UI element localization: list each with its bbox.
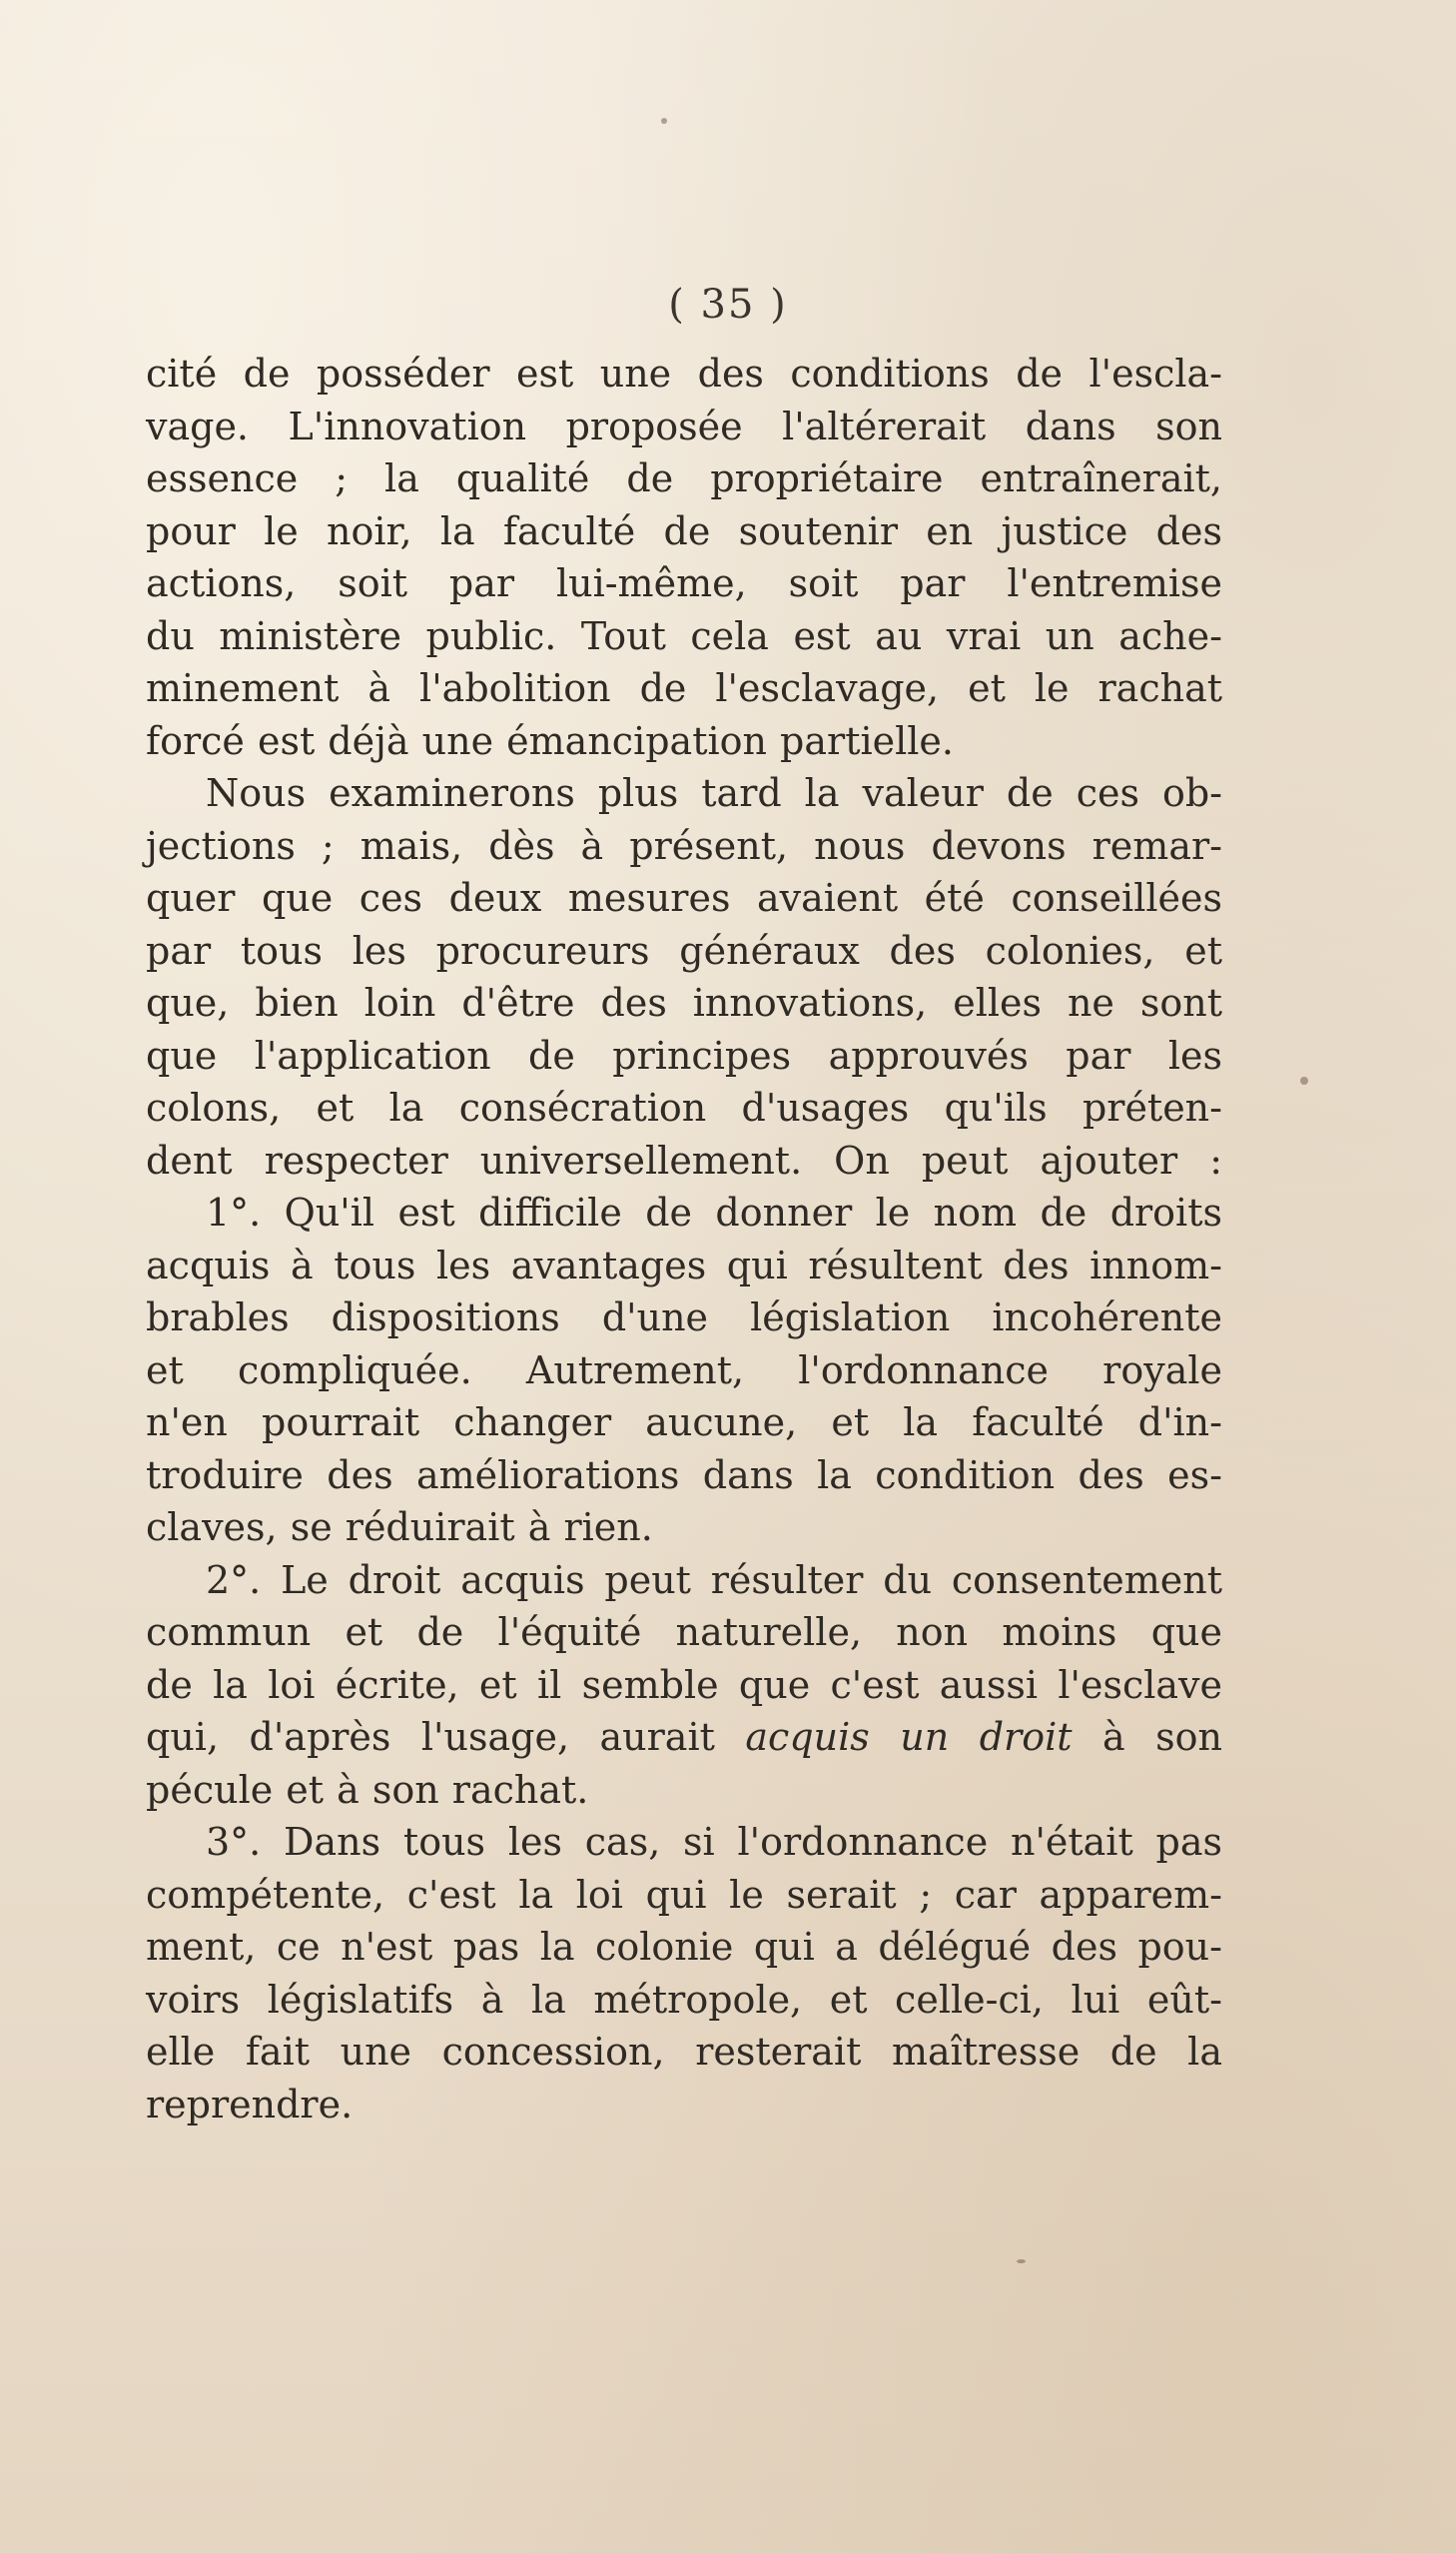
text-line-content: n'en pourrait changer aucune, et la faculté d'in- bbox=[146, 1400, 1222, 1444]
text-line-content: du ministère public. Tout cela est au vrai un ache- bbox=[146, 613, 1222, 658]
text-line bbox=[146, 662, 1222, 715]
text-line bbox=[146, 1135, 1222, 1188]
text-line-content: essence ; la qualité de propriétaire entraînerait, bbox=[146, 456, 1222, 500]
text-line bbox=[146, 505, 1222, 558]
text-line-content: brables dispositions d'une législation incohérente bbox=[146, 1295, 1222, 1339]
text-line-content: forcé est déjà une émancipation partielle. bbox=[146, 718, 954, 763]
text-line-content: pour le noir, la faculté de soutenir en justice des bbox=[146, 508, 1222, 553]
text-line-content: et compliquée. Autrement, l'ordonnance royale bbox=[146, 1347, 1222, 1392]
text-line bbox=[146, 1291, 1222, 1344]
text-line bbox=[146, 401, 1222, 453]
text-line bbox=[146, 1030, 1222, 1083]
text-line-content: vage. L'innovation proposée l'altérerait dans son bbox=[146, 404, 1222, 448]
text-line bbox=[146, 1711, 1222, 1764]
paper-speck bbox=[1017, 2259, 1026, 2263]
text-line-content: elle fait une concession, resterait maîtresse de la bbox=[146, 2030, 1222, 2074]
page-number: ( 35 ) bbox=[668, 282, 788, 328]
text-line-content: 2°. Le droit acquis peut résulter du consentement bbox=[206, 1557, 1222, 1602]
text-line bbox=[146, 1764, 1222, 1817]
body-text bbox=[146, 348, 1222, 2130]
text-line bbox=[146, 1659, 1222, 1712]
text-line-content: que, bien loin d'être des innovations, elles ne sont bbox=[146, 981, 1222, 1025]
text-line bbox=[146, 1816, 1222, 1869]
text-line bbox=[146, 1082, 1222, 1135]
text-line-content: ment, ce n'est pas la colonie qui a délégué des pou- bbox=[146, 1925, 1222, 1969]
paper-speck bbox=[1300, 1077, 1308, 1085]
text-line-content: reprendre. bbox=[146, 2082, 354, 2127]
text-line-content: actions, soit par lui-même, soit par l'entremise bbox=[146, 561, 1222, 605]
text-line-content: dent respecter universellement. On peut ajouter : bbox=[146, 1138, 1222, 1183]
text-line bbox=[146, 2026, 1222, 2079]
text-line bbox=[146, 610, 1222, 663]
text-line bbox=[146, 452, 1222, 505]
text-line-content: 1°. Qu'il est difficile de donner le nom de droits bbox=[206, 1191, 1222, 1235]
text-line bbox=[146, 1869, 1222, 1922]
text-line bbox=[146, 1449, 1222, 1502]
paper-speck bbox=[661, 118, 667, 124]
text-line bbox=[146, 872, 1222, 925]
text-line bbox=[146, 1187, 1222, 1240]
text-line bbox=[146, 820, 1222, 873]
text-line-content: jections ; mais, dès à présent, nous devons remar- bbox=[146, 823, 1222, 868]
text-line-content: claves, se réduirait à rien. bbox=[146, 1505, 653, 1549]
text-line bbox=[146, 715, 1222, 768]
text-line-content: pécule et à son rachat. bbox=[146, 1767, 589, 1812]
text-line bbox=[146, 1921, 1222, 1974]
text-line-content: acquis à tous les avantages qui résultent des innom- bbox=[146, 1243, 1222, 1287]
text-line bbox=[146, 1606, 1222, 1659]
text-line bbox=[146, 1554, 1222, 1607]
text-line bbox=[146, 1501, 1222, 1554]
text-line-tail: à son bbox=[1102, 1715, 1222, 1759]
text-line-content: minement à l'abolition de l'esclavage, et le rachat bbox=[146, 666, 1222, 710]
text-line-content: par tous les procureurs généraux des colonies, et bbox=[146, 928, 1222, 973]
text-line-content: Nous examinerons plus tard la valeur de ces ob- bbox=[206, 771, 1222, 815]
text-line bbox=[146, 1396, 1222, 1449]
text-line bbox=[146, 1344, 1222, 1397]
text-line-content: commun et de l'équité naturelle, non moins que bbox=[146, 1610, 1222, 1654]
text-line bbox=[146, 348, 1222, 401]
text-line-content: troduire des améliorations dans la condition des es- bbox=[146, 1452, 1222, 1497]
text-line bbox=[146, 1240, 1222, 1292]
text-line bbox=[146, 1974, 1222, 2027]
text-line bbox=[146, 767, 1222, 820]
text-line-content: que l'application de principes approuvés par les bbox=[146, 1033, 1222, 1078]
text-line bbox=[146, 977, 1222, 1030]
text-line-content: compétente, c'est la loi qui le serait ; car apparem- bbox=[146, 1872, 1222, 1917]
text-line-content: quer que ces deux mesures avaient été conseillées bbox=[146, 876, 1222, 920]
text-line-content: de la loi écrite, et il semble que c'est aussi l'esclave bbox=[146, 1662, 1222, 1707]
text-line-content: colons, et la consécration d'usages qu'ils préten- bbox=[146, 1086, 1222, 1130]
text-line-content: qui, d'après l'usage, aurait bbox=[146, 1715, 715, 1759]
text-line-content: voirs législatifs à la métropole, et celle-ci, lui eût- bbox=[146, 1977, 1222, 2022]
text-line-content: 3°. Dans tous les cas, si l'ordonnance n'était pas bbox=[206, 1820, 1222, 1864]
text-line bbox=[146, 925, 1222, 978]
italic-phrase: acquis un droit bbox=[745, 1715, 1073, 1759]
text-line bbox=[146, 557, 1222, 610]
text-line bbox=[146, 2079, 1222, 2131]
text-line-content: cité de posséder est une des conditions de l'escla- bbox=[146, 352, 1222, 396]
